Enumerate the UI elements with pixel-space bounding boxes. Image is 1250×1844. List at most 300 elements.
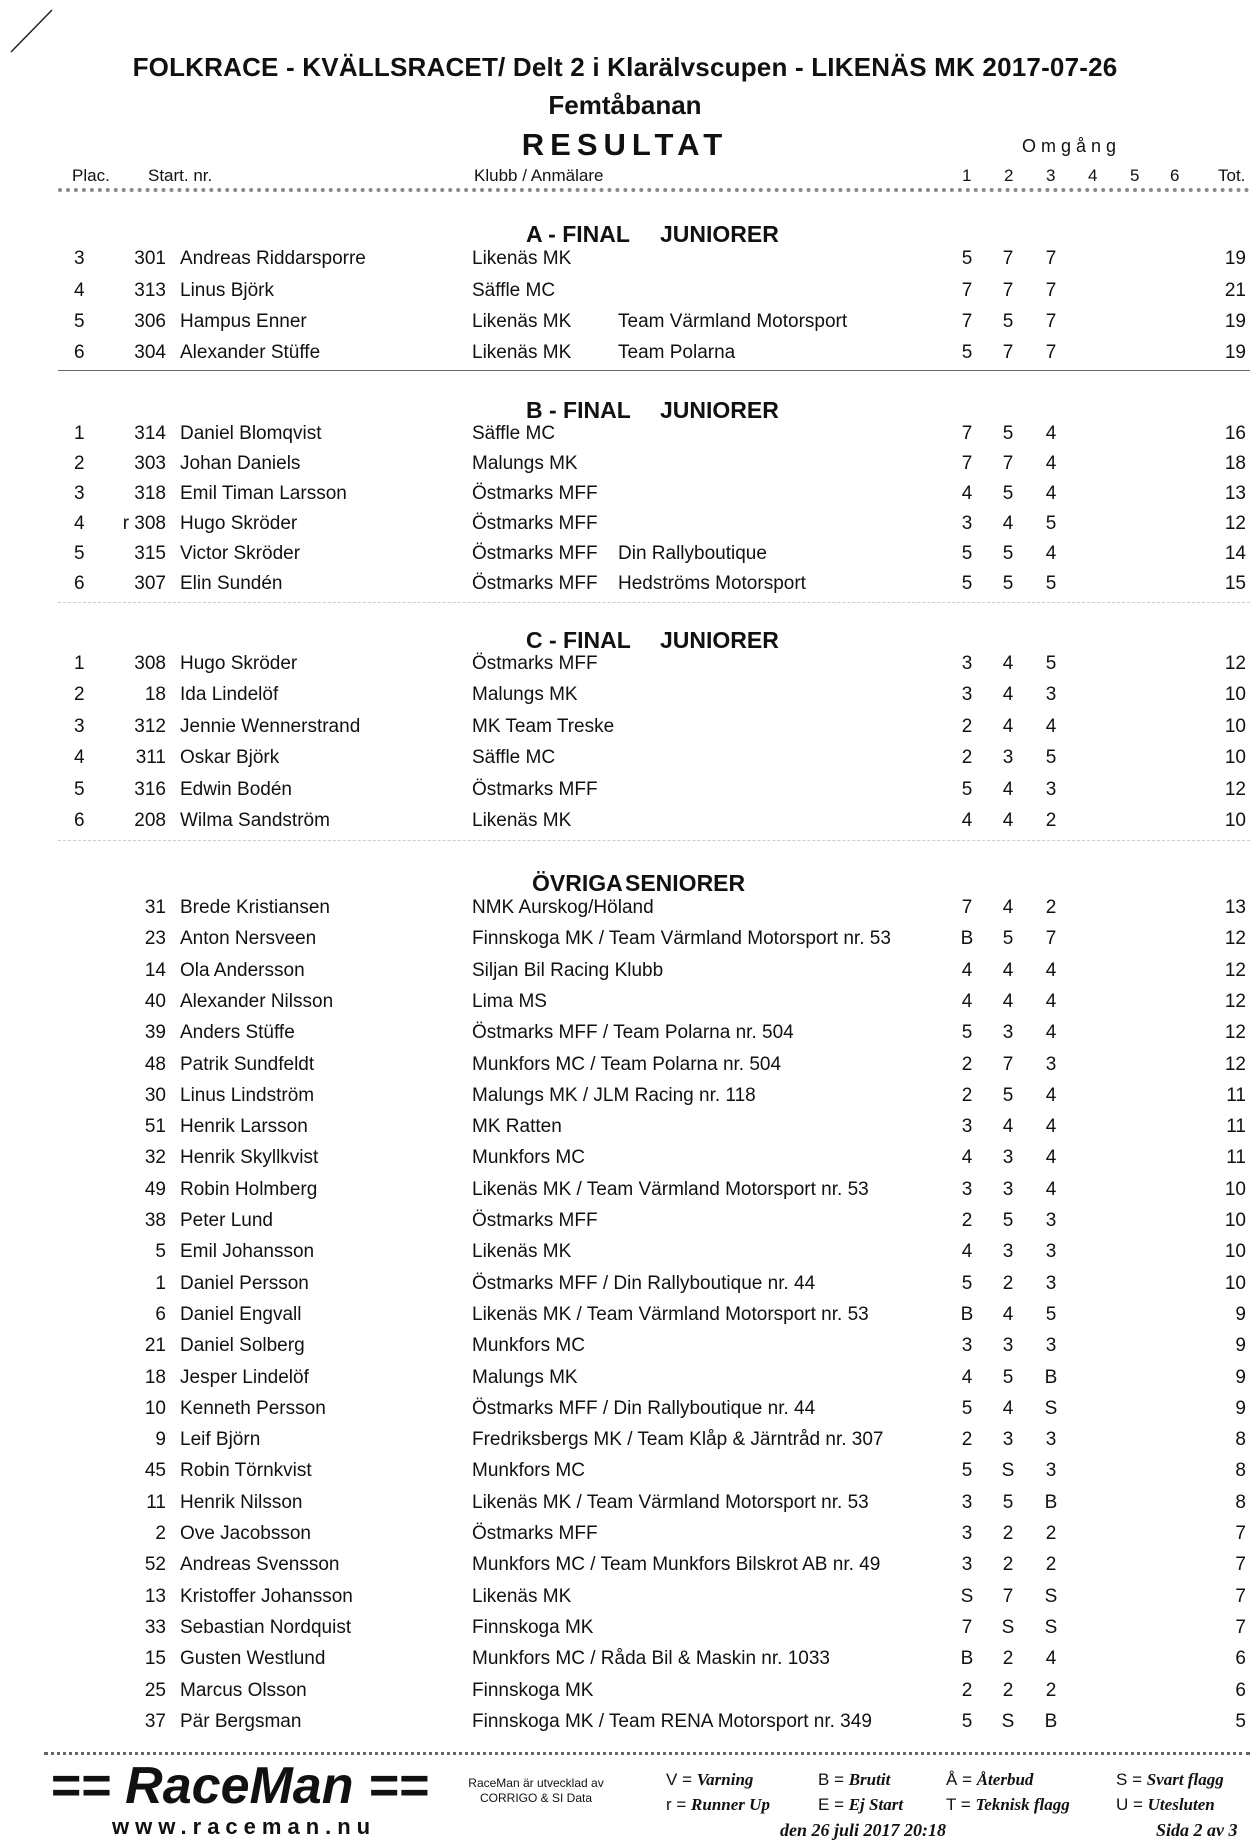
round-1-score: 2 (961, 716, 973, 737)
round-2-score: 7 (1002, 453, 1014, 474)
round-3-score: 3 (1045, 1335, 1057, 1356)
total-score: 8 (1235, 1460, 1246, 1481)
start-number: 32 (144, 1147, 166, 1168)
start-number: 306 (134, 311, 166, 332)
round-1-score: 4 (961, 1367, 973, 1388)
round-2-score: 5 (1002, 423, 1014, 444)
round-2-score: 5 (1002, 1492, 1014, 1513)
round-3-score: 4 (1045, 1116, 1057, 1137)
start-number: 316 (134, 779, 166, 800)
round-3-score: 4 (1045, 1147, 1057, 1168)
round-1-score: 3 (961, 1492, 973, 1513)
table-row (0, 1054, 1250, 1082)
club-name: Östmarks MFF (472, 513, 598, 534)
total-score: 5 (1235, 1711, 1246, 1732)
total-score: 13 (1224, 483, 1246, 504)
start-number: 33 (144, 1617, 166, 1638)
club-name: Östmarks MFF / Din Rallyboutique nr. 44 (472, 1273, 816, 1294)
round-3-score: B (1044, 1711, 1058, 1732)
team-name: Hedströms Motorsport (618, 573, 806, 594)
total-score: 18 (1224, 453, 1246, 474)
table-row (0, 716, 1250, 744)
round-1-score: 5 (961, 1273, 973, 1294)
round-3-score: 3 (1045, 684, 1057, 705)
club-name: MK Team Treske (472, 716, 615, 737)
round-2-score: 5 (1002, 543, 1014, 564)
round-2-score: 4 (1002, 779, 1014, 800)
round-2-score: 2 (1002, 1554, 1014, 1575)
start-number: 9 (155, 1429, 166, 1450)
round-1-score: S (960, 1586, 974, 1607)
table-row (0, 1492, 1250, 1520)
round-3-score: 7 (1045, 342, 1057, 363)
total-score: 10 (1224, 1210, 1246, 1231)
round-2-score: 4 (1002, 716, 1014, 737)
round-1-score: 5 (961, 543, 973, 564)
start-number: 2 (155, 1523, 166, 1544)
club-name: Likenäs MK (472, 1241, 572, 1262)
start-number: 6 (155, 1304, 166, 1325)
table-row (0, 1022, 1250, 1050)
round-3-score: 4 (1045, 483, 1057, 504)
round-3-score: 5 (1045, 747, 1057, 768)
start-number: 208 (134, 810, 166, 831)
round-1-score: 4 (961, 1241, 973, 1262)
placement: 2 (74, 453, 85, 474)
round-2-score: 4 (1002, 960, 1014, 981)
page-number: Sida 2 av 3 (1156, 1820, 1238, 1840)
club-name: Säffle MC (472, 423, 556, 444)
table-row (0, 573, 1250, 601)
start-number: 39 (144, 1022, 166, 1043)
round-1-score: B (960, 1648, 974, 1669)
total-score: 11 (1226, 1085, 1246, 1106)
start-number: 38 (144, 1210, 166, 1231)
club-name: Östmarks MFF (472, 483, 598, 504)
round-3-score: 3 (1045, 1241, 1057, 1262)
club-name: MK Ratten (472, 1116, 562, 1137)
driver-name: Ida Lindelöf (180, 684, 279, 705)
total-score: 13 (1224, 897, 1246, 918)
round-3-score: S (1044, 1586, 1058, 1607)
start-number: 10 (144, 1398, 166, 1419)
table-row (0, 1648, 1250, 1676)
round-2-score: 4 (1002, 653, 1014, 674)
round-3-score: 3 (1045, 1273, 1057, 1294)
start-number: 312 (134, 716, 166, 737)
col-header-total: Tot. (1218, 166, 1246, 185)
table-row (0, 1429, 1250, 1457)
table-row (0, 810, 1250, 838)
round-3-score: 4 (1045, 1648, 1057, 1669)
table-row (0, 513, 1250, 541)
start-number: r 308 (122, 513, 166, 534)
round-1-score: 4 (961, 810, 973, 831)
start-number: 315 (134, 543, 166, 564)
table-row (0, 684, 1250, 712)
driver-name: Hugo Skröder (180, 653, 298, 674)
placement: 4 (74, 747, 85, 768)
round-3-score: 4 (1045, 991, 1057, 1012)
club-name: Likenäs MK (472, 342, 572, 363)
total-score: 14 (1224, 543, 1246, 564)
start-number: 301 (134, 248, 166, 269)
table-row (0, 1711, 1250, 1739)
round-1-score: 7 (961, 1617, 973, 1638)
round-1-score: 4 (961, 1147, 973, 1168)
driver-name: Robin Törnkvist (180, 1460, 312, 1481)
total-score: 16 (1224, 423, 1246, 444)
start-number: 15 (144, 1648, 166, 1669)
driver-name: Pär Bergsman (180, 1711, 302, 1732)
round-1-score: 5 (961, 1398, 973, 1419)
col-header-start: Start. nr. (148, 166, 213, 185)
club-name: Munkfors MC / Råda Bil & Maskin nr. 1033 (472, 1648, 830, 1669)
round-3-score: 3 (1045, 779, 1057, 800)
round-3-score: 3 (1045, 1054, 1057, 1075)
club-name: Likenäs MK (472, 248, 572, 269)
driver-name: Kristoffer Johansson (180, 1586, 353, 1607)
event-title: FOLKRACE - KVÄLLSRACET/ Delt 2 i Klarälvscupen - LIKENÄS MK 2017-07-26 (132, 52, 1118, 82)
club-name: Munkfors MC / Team Munkfors Bilskrot AB nr. 49 (472, 1554, 881, 1575)
round-1-score: 7 (961, 311, 973, 332)
club-name: Likenäs MK / Team Värmland Motorsport nr. 53 (472, 1304, 869, 1325)
round-2-score: 2 (1002, 1273, 1014, 1294)
round-1-score: 3 (961, 653, 973, 674)
round-1-score: 5 (961, 1022, 973, 1043)
round-2-score: 5 (1002, 573, 1014, 594)
round-3-score: 2 (1045, 1680, 1057, 1701)
driver-name: Sebastian Nordquist (180, 1617, 352, 1638)
total-score: 7 (1235, 1554, 1246, 1575)
round-2-score: 5 (1002, 1367, 1014, 1388)
table-row (0, 779, 1250, 807)
club-name: Finnskoga MK / Team Värmland Motorsport nr. 53 (472, 928, 891, 949)
round-1-score: 5 (961, 1711, 973, 1732)
placement: 6 (74, 810, 85, 831)
driver-name: Hugo Skröder (180, 513, 298, 534)
club-name: Finnskoga MK (472, 1617, 594, 1638)
total-score: 9 (1235, 1304, 1246, 1325)
total-score: 10 (1224, 1241, 1246, 1262)
section-title: A - FINAL (526, 221, 630, 247)
round-1-score: B (960, 1304, 974, 1325)
club-name: Östmarks MFF / Din Rallyboutique nr. 44 (472, 1398, 816, 1419)
round-3-score: 4 (1045, 453, 1057, 474)
driver-name: Daniel Solberg (180, 1335, 305, 1356)
table-row (0, 1304, 1250, 1332)
start-number: 13 (144, 1586, 166, 1607)
round-1-score: 5 (961, 779, 973, 800)
driver-name: Jennie Wennerstrand (180, 716, 361, 737)
section-subtitle: JUNIORER (660, 627, 779, 653)
total-score: 12 (1224, 928, 1246, 949)
round-2-score: 4 (1002, 1398, 1014, 1419)
round-3-score: 4 (1045, 1022, 1057, 1043)
table-row (0, 960, 1250, 988)
round-3-score: S (1044, 1398, 1058, 1419)
col-header-round-5: 5 (1130, 166, 1140, 185)
start-number: 11 (146, 1492, 166, 1513)
start-number: 318 (134, 483, 166, 504)
section-divider (58, 840, 1250, 841)
header-divider (58, 188, 1250, 192)
legend-item-ej-start: E = Ej Start (818, 1795, 904, 1814)
total-score: 6 (1235, 1680, 1246, 1701)
round-2-score: 4 (1002, 684, 1014, 705)
table-row (0, 483, 1250, 511)
start-number: 31 (144, 897, 166, 918)
round-1-score: 3 (961, 684, 973, 705)
print-date: den 26 juli 2017 20:18 (780, 1820, 947, 1840)
round-2-score: 2 (1002, 1680, 1014, 1701)
total-score: 12 (1224, 1022, 1246, 1043)
round-3-score: 3 (1045, 1460, 1057, 1481)
round-2-score: 2 (1002, 1648, 1014, 1669)
round-1-score: 2 (961, 1429, 973, 1450)
club-name: Malungs MK / JLM Racing nr. 118 (472, 1085, 756, 1106)
club-name: Östmarks MFF (472, 653, 598, 674)
table-row (0, 1179, 1250, 1207)
total-score: 10 (1224, 747, 1246, 768)
placement: 2 (74, 684, 85, 705)
driver-name: Alexander Nilsson (180, 991, 334, 1012)
driver-name: Ola Andersson (180, 960, 305, 981)
start-number: 51 (144, 1116, 166, 1137)
round-1-score: 2 (961, 1210, 973, 1231)
table-row (0, 1273, 1250, 1301)
table-row (0, 1241, 1250, 1269)
driver-name: Henrik Larsson (180, 1116, 308, 1137)
total-score: 11 (1226, 1116, 1246, 1137)
driver-name: Henrik Skyllkvist (180, 1147, 319, 1168)
placement: 6 (74, 342, 85, 363)
total-score: 12 (1224, 1054, 1246, 1075)
col-header-round-2: 2 (1004, 166, 1014, 185)
round-3-score: 7 (1045, 311, 1057, 332)
legend-item-svart-flagg: S = Svart flagg (1116, 1770, 1224, 1789)
total-score: 12 (1224, 513, 1246, 534)
driver-name: Linus Björk (180, 280, 274, 301)
table-row (0, 1210, 1250, 1238)
start-number: 49 (144, 1179, 166, 1200)
club-name: Malungs MK (472, 1367, 578, 1388)
round-3-score: 3 (1045, 1210, 1057, 1231)
round-1-score: 3 (961, 513, 973, 534)
round-3-score: 5 (1045, 513, 1057, 534)
section-divider (58, 370, 1250, 371)
driver-name: Brede Kristiansen (180, 897, 330, 918)
round-3-score: 5 (1045, 573, 1057, 594)
club-name: Malungs MK (472, 684, 578, 705)
club-name: Finnskoga MK (472, 1680, 594, 1701)
raceman-url: www.raceman.nu (112, 1814, 377, 1839)
start-number: 308 (134, 653, 166, 674)
team-name: Team Värmland Motorsport (618, 311, 848, 332)
section-title: C - FINAL (526, 627, 631, 653)
club-name: Fredriksbergs MK / Team Klåp & Järntråd nr. 307 (472, 1429, 884, 1450)
club-name: Likenäs MK (472, 1586, 572, 1607)
driver-name: Kenneth Persson (180, 1398, 326, 1419)
table-row (0, 311, 1250, 339)
round-1-score: 3 (961, 1179, 973, 1200)
col-header-round-4: 4 (1088, 166, 1098, 185)
table-row (0, 1335, 1250, 1363)
round-2-score: 7 (1002, 1054, 1014, 1075)
table-row (0, 280, 1250, 308)
placement: 5 (74, 311, 85, 332)
driver-name: Ove Jacobsson (180, 1523, 311, 1544)
total-score: 19 (1224, 311, 1246, 332)
section-title: ÖVRIGA (532, 870, 623, 896)
legend-item-brutit: B = Brutit (818, 1770, 891, 1789)
driver-name: Anton Nersveen (180, 928, 317, 949)
start-number: 40 (144, 991, 166, 1012)
club-name: NMK Aurskog/Höland (472, 897, 654, 918)
placement: 4 (74, 513, 85, 534)
team-name: Din Rallyboutique (618, 543, 767, 564)
total-score: 7 (1235, 1586, 1246, 1607)
total-score: 12 (1224, 653, 1246, 674)
table-row (0, 1116, 1250, 1144)
round-2-score: 4 (1002, 810, 1014, 831)
footer-divider (44, 1752, 1250, 1755)
table-row (0, 1554, 1250, 1582)
driver-name: Henrik Nilsson (180, 1492, 303, 1513)
round-1-score: 3 (961, 1523, 973, 1544)
round-3-score: 2 (1045, 810, 1057, 831)
club-name: Likenäs MK / Team Värmland Motorsport nr. 53 (472, 1179, 869, 1200)
table-row (0, 991, 1250, 1019)
round-1-score: 5 (961, 248, 973, 269)
start-number: 37 (144, 1711, 166, 1732)
driver-name: Elin Sundén (180, 573, 283, 594)
driver-name: Oskar Björk (180, 747, 280, 768)
total-score: 9 (1235, 1335, 1246, 1356)
club-name: Östmarks MFF / Team Polarna nr. 504 (472, 1022, 794, 1043)
round-2-score: 7 (1002, 248, 1014, 269)
driver-name: Andreas Riddarsporre (180, 248, 366, 269)
section-title: B - FINAL (526, 397, 631, 423)
track-name: Femtåbanan (548, 90, 702, 120)
round-1-score: 2 (961, 747, 973, 768)
round-2-score: 5 (1002, 311, 1014, 332)
round-2-score: 3 (1002, 1335, 1014, 1356)
round-1-score: 3 (961, 1554, 973, 1575)
start-number: 1 (155, 1273, 166, 1294)
round-2-score: 3 (1002, 1179, 1014, 1200)
round-3-score: 7 (1045, 280, 1057, 301)
start-number: 311 (135, 747, 166, 768)
total-score: 12 (1224, 991, 1246, 1012)
driver-name: Gusten Westlund (180, 1648, 326, 1669)
driver-name: Alexander Stüffe (180, 342, 321, 363)
driver-name: Emil Johansson (180, 1241, 315, 1262)
round-2-score: 3 (1002, 1022, 1014, 1043)
round-label: Omgång (1022, 136, 1122, 156)
total-score: 21 (1224, 280, 1246, 301)
start-number: 45 (144, 1460, 166, 1481)
round-2-score: 5 (1002, 483, 1014, 504)
round-2-score: 7 (1002, 342, 1014, 363)
developer-note: RaceMan är utvecklad av CORRIGO & SI Data (468, 1776, 604, 1805)
table-row (0, 747, 1250, 775)
total-score: 12 (1224, 779, 1246, 800)
table-row (0, 342, 1250, 370)
table-row (0, 1398, 1250, 1426)
table-row (0, 653, 1250, 681)
round-1-score: 2 (961, 1085, 973, 1106)
table-row (0, 543, 1250, 571)
total-score: 19 (1224, 248, 1246, 269)
round-3-score: 5 (1045, 653, 1057, 674)
driver-name: Peter Lund (180, 1210, 273, 1231)
club-name: Siljan Bil Racing Klubb (472, 960, 664, 981)
table-row (0, 1460, 1250, 1488)
driver-name: Robin Holmberg (180, 1179, 318, 1200)
club-name: Likenäs MK (472, 311, 572, 332)
club-name: Östmarks MFF (472, 1210, 598, 1231)
start-number: 30 (144, 1085, 166, 1106)
round-3-score: 5 (1045, 1304, 1057, 1325)
start-number: 21 (144, 1335, 166, 1356)
total-score: 10 (1224, 1273, 1246, 1294)
total-score: 10 (1224, 810, 1246, 831)
round-3-score: B (1044, 1367, 1058, 1388)
start-number: 303 (134, 453, 166, 474)
round-3-score: 7 (1045, 928, 1057, 949)
club-name: Malungs MK (472, 453, 578, 474)
round-3-score: 2 (1045, 897, 1057, 918)
section-subtitle: JUNIORER (660, 221, 779, 247)
round-1-score: 5 (961, 342, 973, 363)
club-name: Likenäs MK (472, 810, 572, 831)
round-1-score: 7 (961, 453, 973, 474)
round-3-score: 2 (1045, 1554, 1057, 1575)
club-name: Finnskoga MK / Team RENA Motorsport nr. 349 (472, 1711, 872, 1732)
round-1-score: 2 (961, 1054, 973, 1075)
club-name: Munkfors MC / Team Polarna nr. 504 (472, 1054, 782, 1075)
driver-name: Hampus Enner (180, 311, 307, 332)
round-2-score: 2 (1002, 1523, 1014, 1544)
pen-stroke-mark (8, 6, 58, 56)
club-name: Östmarks MFF (472, 779, 598, 800)
table-row (0, 1617, 1250, 1645)
round-2-score: 4 (1002, 1304, 1014, 1325)
club-name: Lima MS (472, 991, 547, 1012)
start-number: 25 (144, 1680, 166, 1701)
round-1-score: 5 (961, 573, 973, 594)
start-number: 304 (134, 342, 166, 363)
driver-name: Jesper Lindelöf (180, 1367, 309, 1388)
placement: 5 (74, 779, 85, 800)
club-name: Munkfors MC (472, 1335, 585, 1356)
driver-name: Daniel Persson (180, 1273, 309, 1294)
club-name: Munkfors MC (472, 1147, 585, 1168)
total-score: 8 (1235, 1492, 1246, 1513)
round-1-score: 7 (961, 280, 973, 301)
round-2-score: 5 (1002, 928, 1014, 949)
start-number: 5 (155, 1241, 166, 1262)
total-score: 11 (1226, 1147, 1246, 1168)
start-number: 48 (144, 1054, 166, 1075)
round-2-score: 5 (1002, 1085, 1014, 1106)
table-row (0, 1367, 1250, 1395)
section-subtitle: SENIORER (625, 870, 746, 896)
round-1-score: 2 (961, 1680, 973, 1701)
club-name: Munkfors MC (472, 1460, 585, 1481)
driver-name: Daniel Blomqvist (180, 423, 322, 444)
